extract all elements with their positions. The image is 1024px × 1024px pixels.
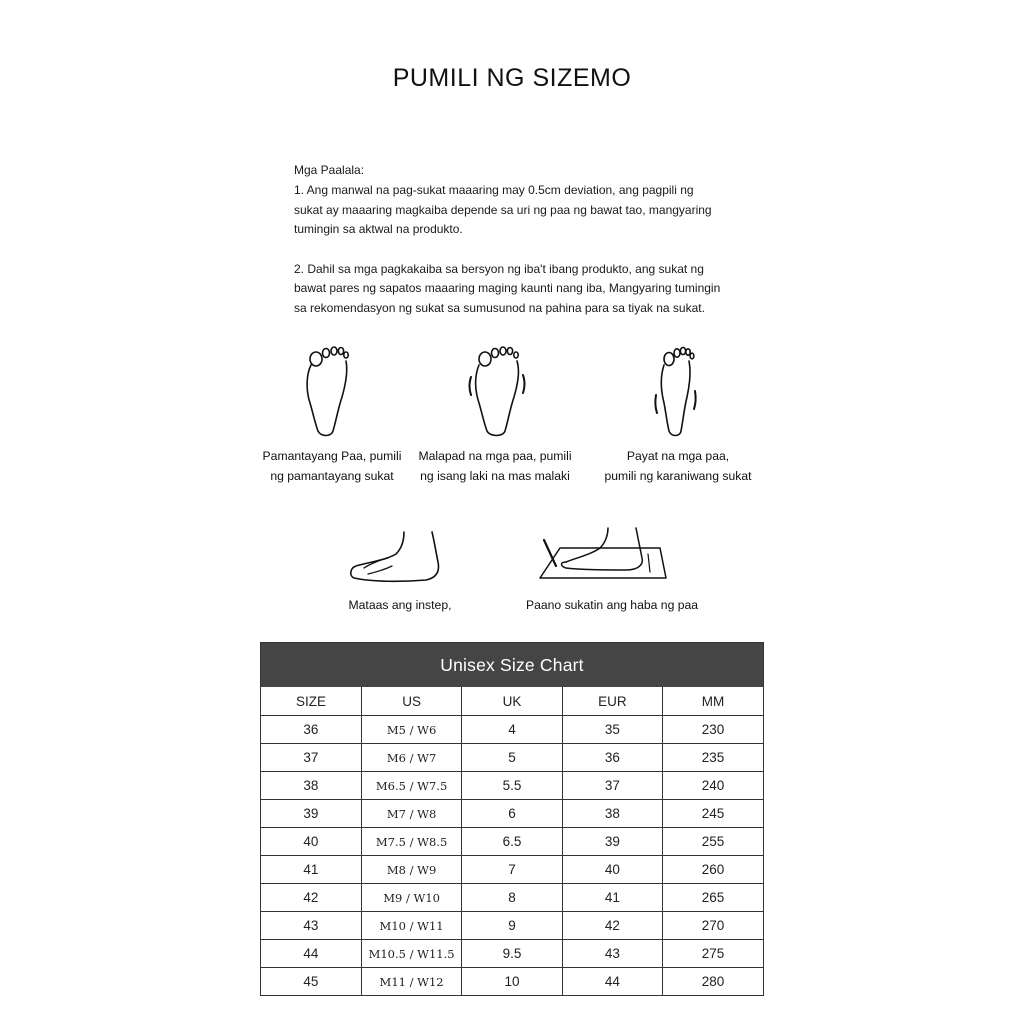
cell-eur: 37 (562, 772, 662, 800)
table-row (261, 856, 763, 884)
cell-mm: 260 (663, 856, 763, 884)
table-row (261, 884, 763, 912)
narrow-foot-caption (596, 447, 760, 486)
cell-size: 39 (261, 800, 361, 828)
header-uk: UK (462, 687, 562, 716)
cell-mm: 280 (663, 968, 763, 996)
cell-us: M6.5 / W7.5 (361, 772, 461, 800)
size-chart-title: Unisex Size Chart (261, 643, 763, 687)
cell-size: 45 (261, 968, 361, 996)
cell-us: M6 / W7 (361, 744, 461, 772)
cell-uk: 9.5 (462, 940, 562, 968)
measure-foot-length-icon (536, 524, 668, 584)
wide-foot-icon (466, 343, 530, 439)
cell-size: 42 (261, 884, 361, 912)
table-row (261, 772, 763, 800)
narrow-foot-caption-line-2: pumili ng karaniwang sukat (604, 468, 752, 483)
cell-uk: 9 (462, 912, 562, 940)
header-mm: MM (663, 687, 763, 716)
note-2-line-3: sa rekomendasyon ng sukat sa sumusunod na pahina para sa tiyak na sukat. (294, 301, 705, 316)
cell-mm: 265 (663, 884, 763, 912)
standard-foot-caption-line-1: Pamantayang Paa, pumili (262, 449, 402, 463)
size-chart (260, 642, 764, 996)
cell-size: 41 (261, 856, 361, 884)
standard-foot-caption (252, 447, 412, 486)
cell-size: 38 (261, 772, 361, 800)
cell-uk: 6 (462, 800, 562, 828)
narrow-foot-icon (645, 343, 709, 439)
size-chart-table (261, 687, 763, 995)
cell-uk: 5 (462, 744, 562, 772)
standard-foot-icon (296, 343, 360, 439)
table-row (261, 968, 763, 996)
cell-uk: 10 (462, 968, 562, 996)
header-eur: EUR (562, 687, 662, 716)
note-2-line-1: 2. Dahil sa mga pagkakaiba sa bersyon ng iba't ibang produkto, ang sukat ng (294, 261, 704, 276)
header-us: US (361, 687, 461, 716)
note-1-line-3: tumingin sa aktwal na produkto. (294, 222, 463, 237)
cell-eur: 42 (562, 912, 662, 940)
cell-eur: 36 (562, 744, 662, 772)
cell-us: M8 / W9 (361, 856, 461, 884)
cell-us: M5 / W6 (361, 716, 461, 744)
note-1-line-1: 1. Ang manwal na pag-sukat maaaring may 0.5cm deviation, ang pagpili ng (294, 182, 694, 197)
table-row (261, 912, 763, 940)
cell-eur: 43 (562, 940, 662, 968)
table-row (261, 744, 763, 772)
cell-us: M7 / W8 (361, 800, 461, 828)
cell-size: 44 (261, 940, 361, 968)
cell-uk: 8 (462, 884, 562, 912)
cell-eur: 44 (562, 968, 662, 996)
cell-us: M9 / W10 (361, 884, 461, 912)
cell-mm: 275 (663, 940, 763, 968)
cell-mm: 270 (663, 912, 763, 940)
standard-foot-caption-line-2: ng pamantayang sukat (270, 468, 394, 483)
table-row (261, 940, 763, 968)
cell-eur: 39 (562, 828, 662, 856)
cell-mm: 245 (663, 800, 763, 828)
high-instep-foot-icon (346, 528, 446, 586)
header-size: SIZE (261, 687, 361, 716)
page-title: PUMILI NG SIZEMO (392, 64, 632, 92)
cell-eur: 40 (562, 856, 662, 884)
cell-uk: 7 (462, 856, 562, 884)
cell-mm: 240 (663, 772, 763, 800)
cell-size: 43 (261, 912, 361, 940)
cell-mm: 255 (663, 828, 763, 856)
wide-foot-caption-line-1: Malapad na mga paa, pumili (418, 449, 572, 463)
cell-us: M10 / W11 (361, 912, 461, 940)
cell-eur: 35 (562, 716, 662, 744)
cell-size: 40 (261, 828, 361, 856)
instep-caption: Mataas ang instep, (348, 598, 452, 612)
wide-foot-caption (413, 447, 577, 486)
narrow-foot-caption-line-1: Payat na mga paa, (626, 449, 730, 463)
cell-mm: 235 (663, 744, 763, 772)
cell-uk: 4 (462, 716, 562, 744)
cell-us: M10.5 / W11.5 (361, 940, 461, 968)
cell-uk: 6.5 (462, 828, 562, 856)
cell-eur: 38 (562, 800, 662, 828)
note-2-line-2: bawat pares ng sapatos maaaring maging kaunti nang iba, Mangyaring tumingin (294, 281, 721, 296)
reminders-block (294, 161, 764, 319)
cell-mm: 230 (663, 716, 763, 744)
cell-eur: 41 (562, 884, 662, 912)
cell-us: M7.5 / W8.5 (361, 828, 461, 856)
size-chart-header-row (261, 687, 763, 716)
table-row (261, 716, 763, 744)
cell-size: 37 (261, 744, 361, 772)
table-row (261, 800, 763, 828)
reminders-heading: Mga Paalala: (294, 163, 365, 177)
wide-foot-caption-line-2: ng isang laki na mas malaki (420, 468, 570, 483)
cell-uk: 5.5 (462, 772, 562, 800)
note-1-line-2: sukat ay maaaring magkaiba depende sa uri ng paa ng bawat tao, mangyaring (294, 202, 712, 217)
table-row (261, 828, 763, 856)
cell-us: M11 / W12 (361, 968, 461, 996)
cell-size: 36 (261, 716, 361, 744)
measure-caption: Paano sukatin ang haba ng paa (525, 598, 699, 612)
